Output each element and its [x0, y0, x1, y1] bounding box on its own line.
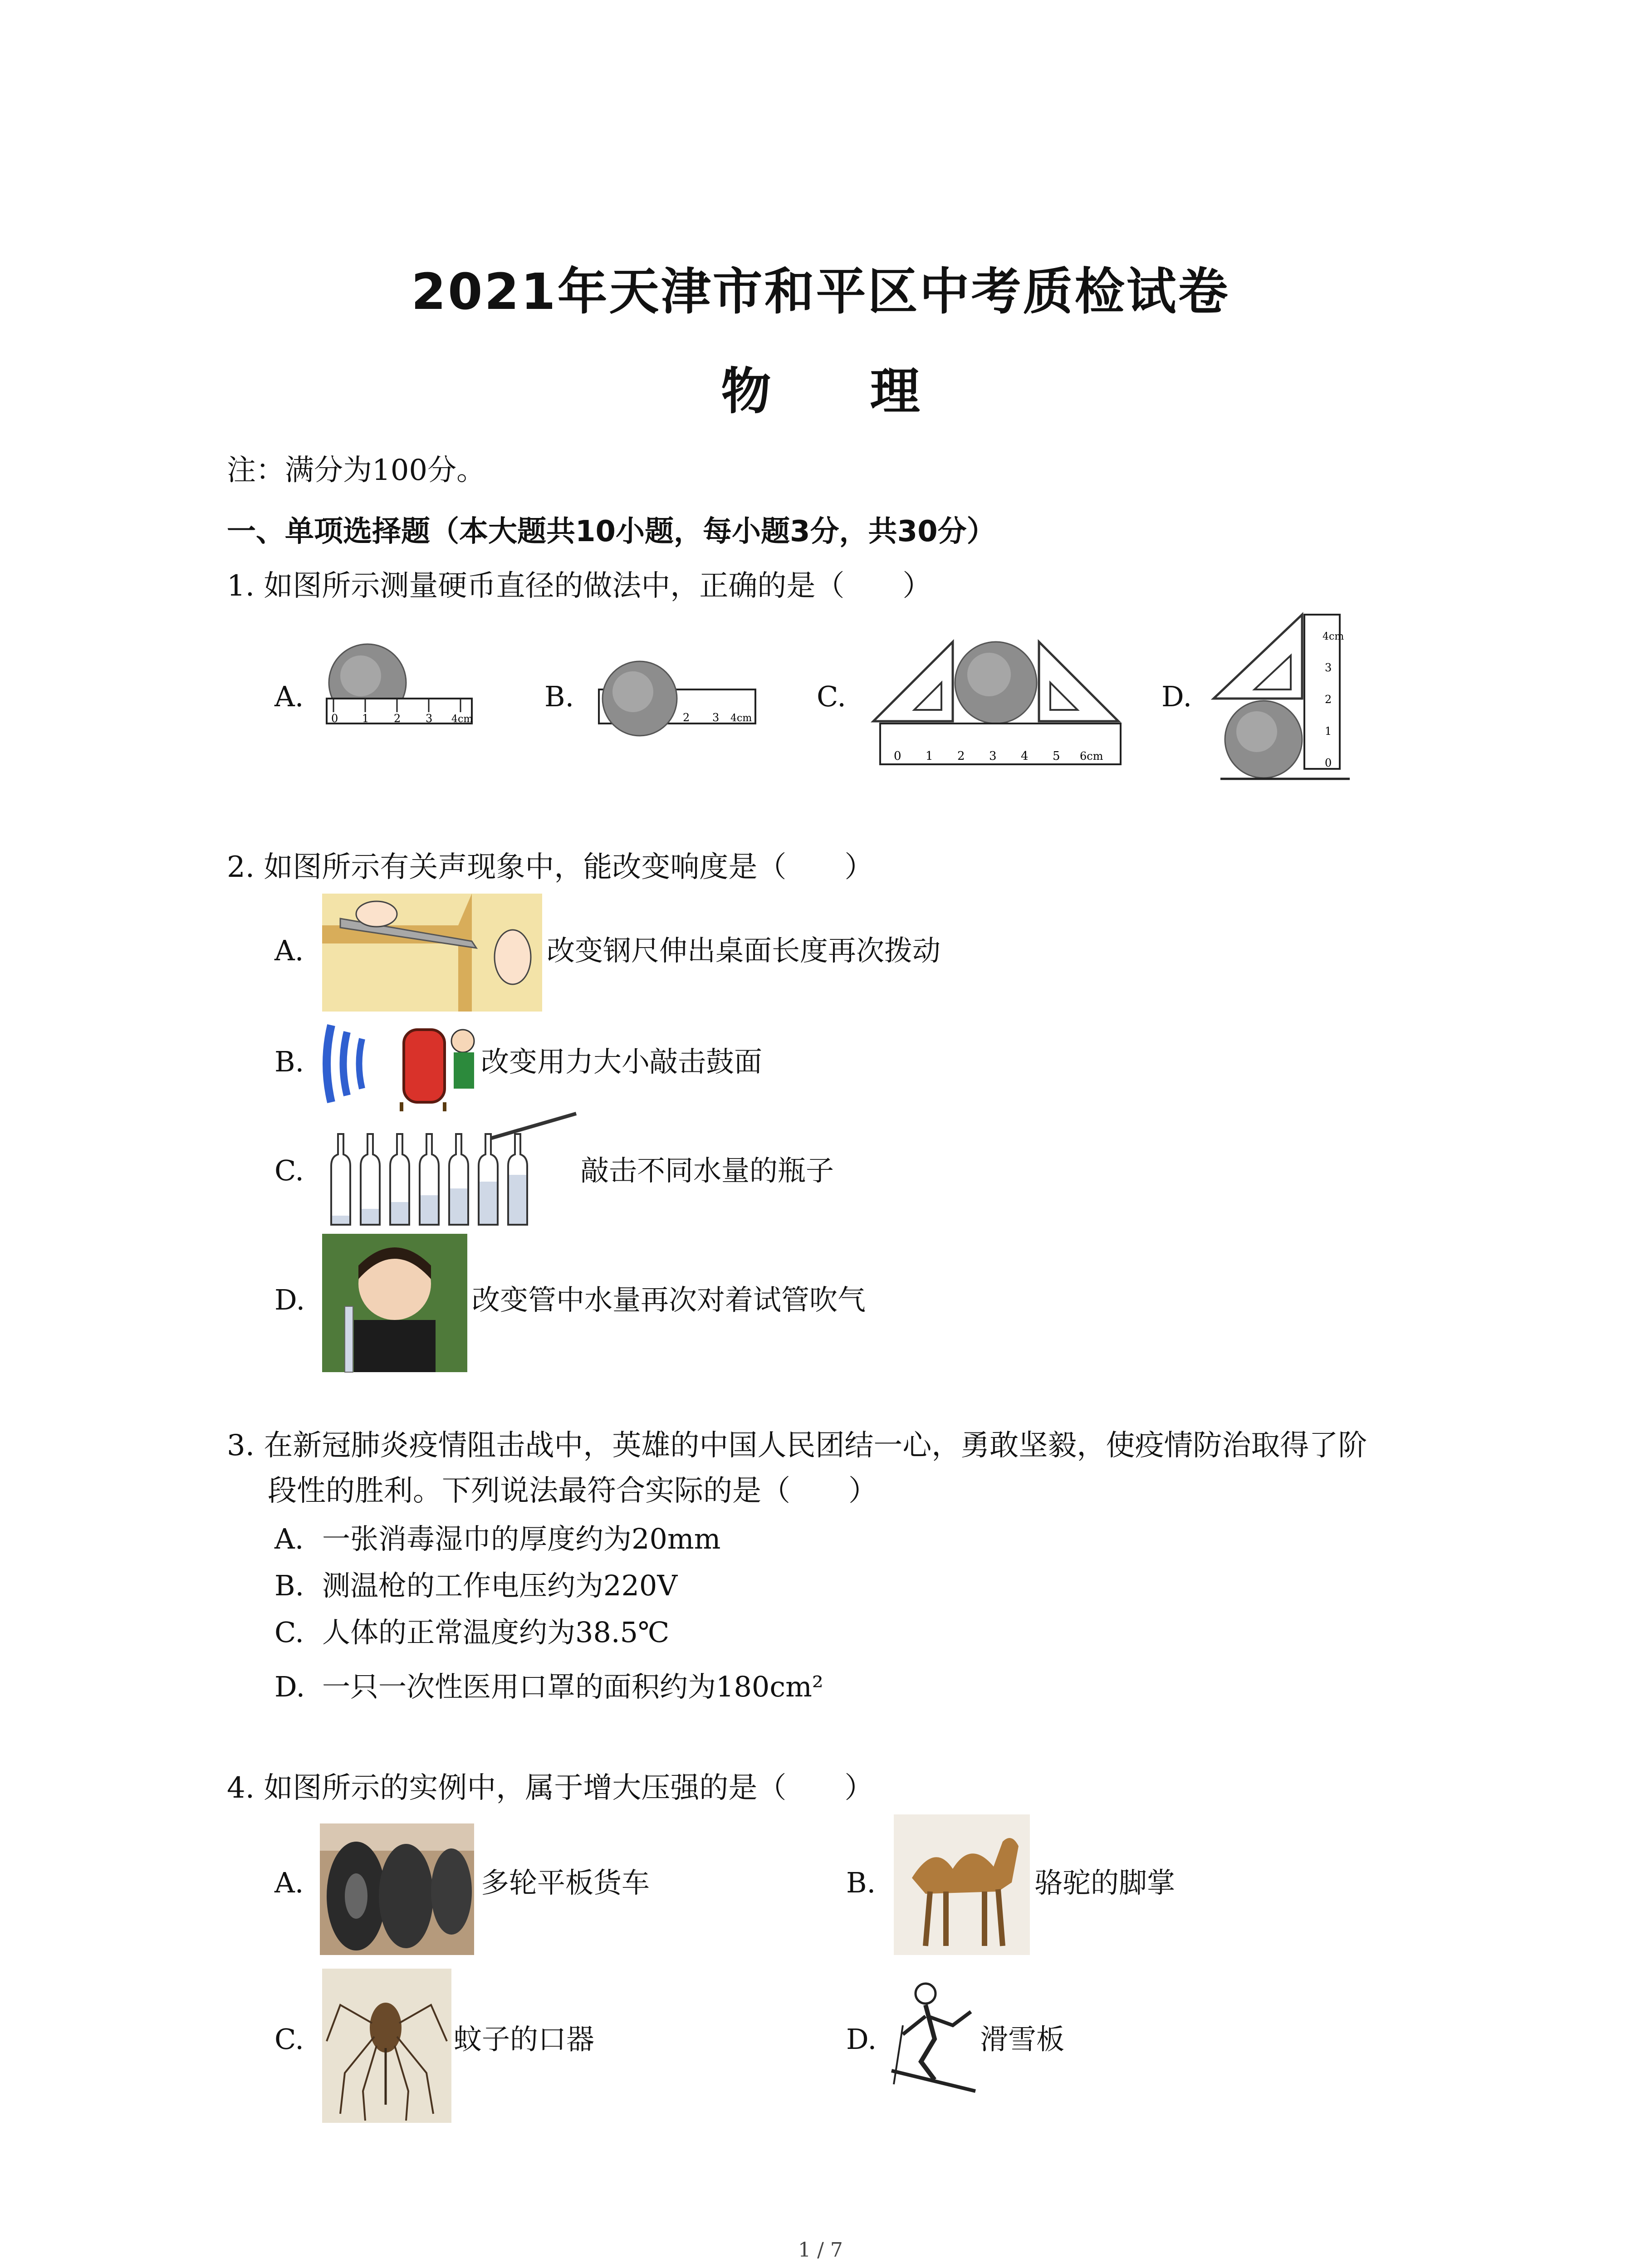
svg-text:1: 1 [362, 712, 369, 725]
q2-option-c-letter: C. [274, 1154, 304, 1187]
q3-option-b-letter: B. [274, 1569, 304, 1602]
q1-option-b-figure [597, 653, 760, 753]
page-number: 1 / 7 [798, 2239, 843, 2262]
score-note: 注：满分为100分。 [227, 454, 486, 487]
question-3-stem-line1: 3. 在新冠肺炎疫情阻击战中，英雄的中国人民团结一心，勇敢坚毅，使疫情防治取得了阶 [227, 1429, 1367, 1462]
q2-option-b-letter: B. [274, 1045, 304, 1078]
svg-text:0: 0 [331, 712, 338, 725]
q4-option-a-figure [320, 1823, 474, 1955]
q4-option-a-text: 多轮平板货车 [481, 1866, 650, 1899]
q2-option-b-figure [322, 1016, 481, 1111]
q2-option-b-text: 改变用力大小敲击鼓面 [481, 1045, 763, 1078]
q3-option-c-letter: C. [274, 1616, 304, 1649]
q1-option-b-letter: B. [544, 680, 574, 713]
q2-option-c-text: 敲击不同水量的瓶子 [581, 1154, 834, 1187]
q3-option-d-letter: D. [274, 1670, 305, 1703]
q1-option-d-letter: D. [1161, 680, 1192, 713]
q1-option-a-letter: A. [274, 680, 304, 713]
q2-option-a-text: 改变钢尺伸出桌面长度再次拨动 [547, 934, 941, 967]
q3-option-a-text: 一张消毒湿巾的厚度约为20mm [322, 1522, 721, 1555]
q3-option-b-text: 测温枪的工作电压约为220V [322, 1569, 678, 1602]
q4-option-b-figure [894, 1814, 1030, 1955]
svg-text:3: 3 [1325, 661, 1332, 674]
svg-text:4cm: 4cm [730, 713, 752, 724]
svg-text:0: 0 [894, 749, 901, 763]
q4-option-b-text: 骆驼的脚掌 [1034, 1866, 1176, 1899]
question-1-stem: 1. 如图所示测量硬币直径的做法中，正确的是（ ） [227, 569, 932, 603]
q3-option-a-letter: A. [274, 1522, 304, 1555]
svg-text:2: 2 [1325, 693, 1332, 706]
q1-option-a-figure [324, 644, 479, 753]
svg-text:4cm: 4cm [1323, 631, 1344, 642]
svg-text:2: 2 [394, 712, 401, 725]
q2-option-c-figure [322, 1111, 576, 1229]
q1-a-ruler-unit: 4cm [451, 714, 473, 725]
page-title: 2021年天津市和平区中考质检试卷 [411, 263, 1230, 321]
question-4-stem: 4. 如图所示的实例中，属于增大压强的是（ ） [227, 1771, 874, 1805]
svg-text:5: 5 [1053, 749, 1060, 763]
q4-option-c-text: 蚊子的口器 [454, 2023, 595, 2056]
svg-text:3: 3 [712, 711, 720, 724]
q1-option-d-figure [1214, 615, 1359, 787]
q2-option-d-text: 改变管中水量再次对着试管吹气 [472, 1283, 866, 1316]
q3-option-c-text: 人体的正常温度约为38.5℃ [322, 1616, 670, 1649]
q1-option-c-letter: C. [817, 680, 846, 713]
question-2-stem: 2. 如图所示有关声现象中，能改变响度是（ ） [227, 850, 874, 884]
subject-title: 物 理 [721, 362, 961, 420]
q2-option-d-letter: D. [274, 1283, 305, 1316]
q2-option-a-figure [322, 894, 542, 1012]
question-3-stem-line2: 段性的胜利。下列说法最符合实际的是（ ） [268, 1474, 877, 1508]
q4-option-c-letter: C. [274, 2023, 304, 2056]
q4-option-a-letter: A. [274, 1866, 304, 1899]
svg-text:3: 3 [426, 712, 433, 725]
q4-option-d-figure [889, 1980, 980, 2093]
section-heading: 一、单项选择题（本大题共10小题，每小题3分，共30分） [227, 515, 996, 548]
svg-text:1: 1 [1325, 725, 1332, 738]
q3-option-d-text: 一只一次性医用口罩的面积约为180cm² [322, 1670, 823, 1703]
q4-option-d-letter: D. [846, 2023, 877, 2056]
svg-text:1: 1 [926, 749, 933, 763]
svg-text:2: 2 [683, 711, 690, 724]
q2-option-d-figure [322, 1234, 467, 1372]
q4-option-b-letter: B. [846, 1866, 876, 1899]
svg-text:0: 0 [1325, 757, 1332, 769]
q1-option-c-figure [873, 633, 1127, 773]
q4-option-d-text: 滑雪板 [980, 2023, 1065, 2056]
svg-text:6cm: 6cm [1080, 750, 1103, 763]
svg-text:2: 2 [957, 749, 965, 763]
q4-option-c-figure [322, 1969, 451, 2123]
q2-option-a-letter: A. [274, 934, 304, 967]
svg-text:4: 4 [1021, 749, 1029, 763]
svg-text:3: 3 [989, 749, 997, 763]
